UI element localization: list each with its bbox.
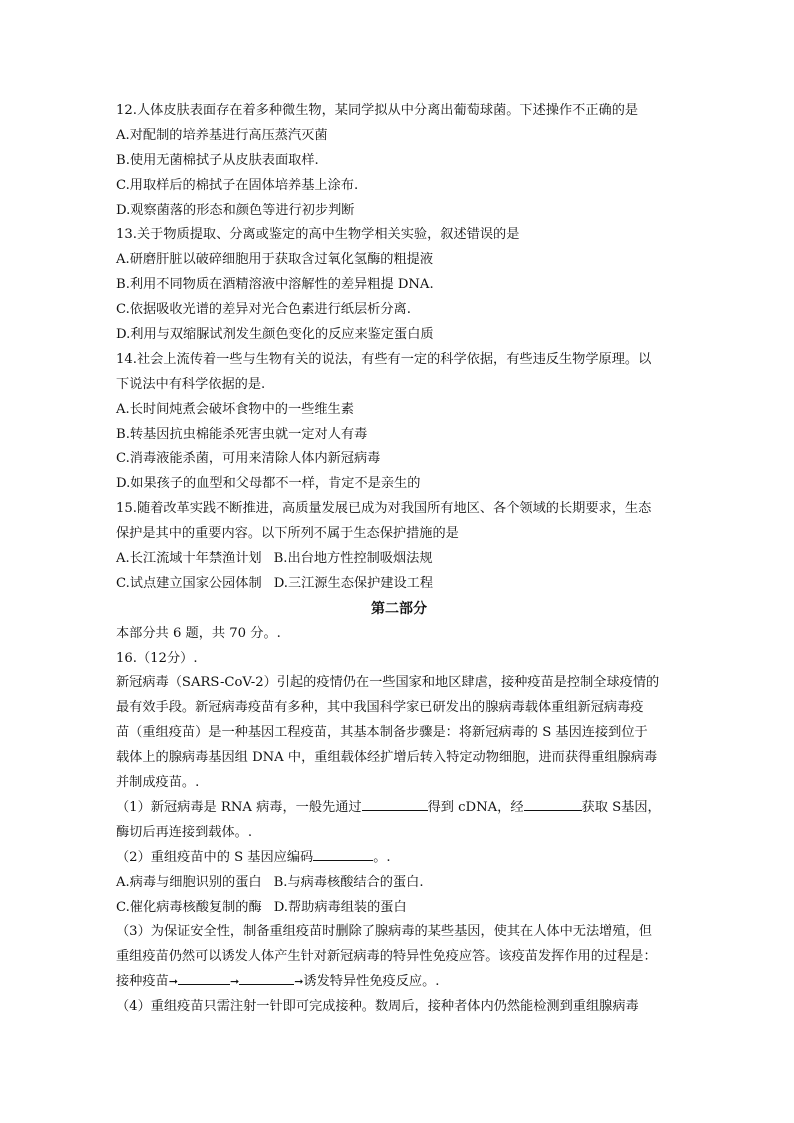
q14-stem-line2: 下说法中有科学依据的是. — [116, 376, 266, 392]
q13-option-b: B.利用不同物质在酒精溶液中溶解性的差异粗提 DNA. — [116, 277, 434, 293]
q16-sub2-text-b: 。. — [373, 849, 391, 865]
answer-blank-4[interactable] — [178, 970, 230, 985]
q16-sub2-stem — [116, 846, 682, 871]
q15-option-b: B.出台地方性控制吸烟法规 — [273, 551, 433, 567]
q12-option-d: D.观察菌落的形态和颜色等进行初步判断 — [116, 202, 355, 218]
answer-blank-1[interactable] — [362, 796, 428, 811]
q16-sub3-text-b: 诱发特异性免疫反应。. — [303, 974, 440, 990]
q16-sub3-line3 — [116, 970, 682, 995]
q16-sub2-option-c: C.催化病毒核酸复制的酶 — [116, 899, 262, 915]
q16-para-line2: 最有效手段。新冠病毒疫苗有多种，其中我国科学家已研发出的腺病毒载体重组新冠病毒疫 — [116, 700, 644, 716]
answer-blank-5[interactable] — [239, 970, 294, 985]
q15-stem-line2: 保护是其中的重要内容。以下所列不属于生态保护措施的是 — [116, 526, 459, 542]
q14-option-a: A.长时间炖煮会破坏食物中的一些维生素 — [116, 401, 354, 417]
q16-sub1-text-c: 获取 S基因， — [581, 799, 661, 815]
q15-option-d: D.三江源生态保护建设工程 — [273, 575, 434, 591]
q12-option-b: B.使用无菌棉拭子从皮肤表面取样. — [116, 152, 319, 168]
q16-sub1-text-a: （1）新冠病毒是 RNA 病毒，一般先通过 — [116, 799, 362, 815]
q14-option-d: D.如果孩子的血型和父母都不一样，肯定不是亲生的 — [116, 476, 421, 492]
q16-para-line5: 并制成疫苗。. — [116, 775, 200, 791]
q16-sub1-text-b: 得到 cDNA，经 — [427, 799, 524, 815]
q16-sub3-line1: （3）为保证安全性，制备重组疫苗时删除了腺病毒的某些基因，使其在人体中无法增殖，但 — [116, 924, 652, 940]
answer-blank-3[interactable] — [313, 846, 373, 861]
q14-stem-line1: 14.社会上流传着一些与生物有关的说法，有些有一定的科学依据，有些违反生物学原理。以 — [116, 351, 652, 367]
q12-option-c: C.用取样后的棉拭子在固体培养基上涂布. — [116, 177, 359, 193]
q16-sub2-option-d: D.帮助病毒组装的蛋白 — [273, 899, 407, 915]
q15-option-c: C.试点建立国家公园体制 — [116, 575, 262, 591]
q13-stem: 13.关于物质提取、分离或鉴定的高中生物学相关实验，叙述错误的是 — [116, 227, 520, 243]
q16-sub2-option-b: B.与病毒核酸结合的蛋白. — [273, 874, 424, 890]
q16-sub2-option-a: A.病毒与细胞识别的蛋白 — [116, 874, 262, 890]
q16-sub2-options-row2 — [116, 896, 682, 921]
q15-stem-line1: 15.随着改革实践不断推进，高质量发展已成为对我国所有地区、各个领域的长期要求，生态 — [116, 501, 652, 517]
q14-option-b: B.转基因抗虫棉能杀死害虫就一定对人有毒 — [116, 426, 368, 442]
q14-option-c: C.消毒液能杀菌，可用来清除人体内新冠病毒 — [116, 451, 381, 467]
q16-sub3-text-a: 接种疫苗 — [116, 974, 169, 990]
q15-options-row2 — [116, 572, 682, 597]
q16-para-line1: 新冠病毒（SARS-CoV-2）引起的疫情仍在一些国家和地区肆虐，接种疫苗是控制全球疫情的 — [116, 675, 660, 691]
q16-sub2-options-row1 — [116, 871, 682, 896]
answer-blank-2[interactable] — [524, 796, 582, 811]
q15-option-a: A.长江流域十年禁渔计划 — [116, 551, 262, 567]
q13-option-d: D.利用与双缩脲试剂发生颜色变化的反应来鉴定蛋白质 — [116, 327, 434, 343]
q13-option-a: A.研磨肝脏以破碎细胞用于获取含过氧化氢酶的粗提液 — [116, 252, 434, 268]
right-arrow-icon: ➞ — [168, 975, 178, 989]
right-arrow-icon: ➞ — [294, 975, 304, 989]
q16-sub2-text-a: （2）重组疫苗中的 S 基因应编码 — [116, 849, 314, 865]
q16-sub1-line1 — [116, 796, 682, 821]
right-arrow-icon: ➞ — [229, 975, 240, 989]
q16-sub1-line2: 酶切后再连接到载体。. — [116, 824, 253, 840]
q16-sub3-line2: 重组疫苗仍然可以诱发人体产生针对新冠病毒的特异性免疫应答。该疫苗发挥作用的过程是： — [116, 949, 657, 965]
q16-para-line4: 载体上的腺病毒基因组 DNA 中，重组载体经扩增后转入特定动物细胞，进而获得重组腺病毒 — [116, 750, 658, 766]
q12-stem: 12.人体皮肤表面存在着多种微生物，某同学拟从中分离出葡萄球菌。下述操作不正确的是 — [116, 103, 639, 118]
q16-para-line3: 苗（重组疫苗）是一种基因工程疫苗，其基本制备步骤是：将新冠病毒的 S 基因连接到位于 — [116, 725, 648, 741]
q12-option-a: A.对配制的培养基进行高压蒸汽灭菌 — [116, 127, 328, 143]
q16-sub4-line1: （4）重组疫苗只需注射一针即可完成接种。数周后，接种者体内仍然能检测到重组腺病毒 — [116, 999, 639, 1015]
part2-title: 第二部分 — [371, 600, 427, 617]
q15-options-row1 — [116, 547, 682, 572]
exam-page — [116, 99, 682, 1020]
q13-option-c: C.依据吸收光谱的差异对光合色素进行纸层析分离. — [116, 302, 411, 318]
part2-intro: 本部分共 6 题，共 70 分。. — [116, 625, 281, 641]
q16-header: 16.（12分）. — [116, 650, 198, 666]
